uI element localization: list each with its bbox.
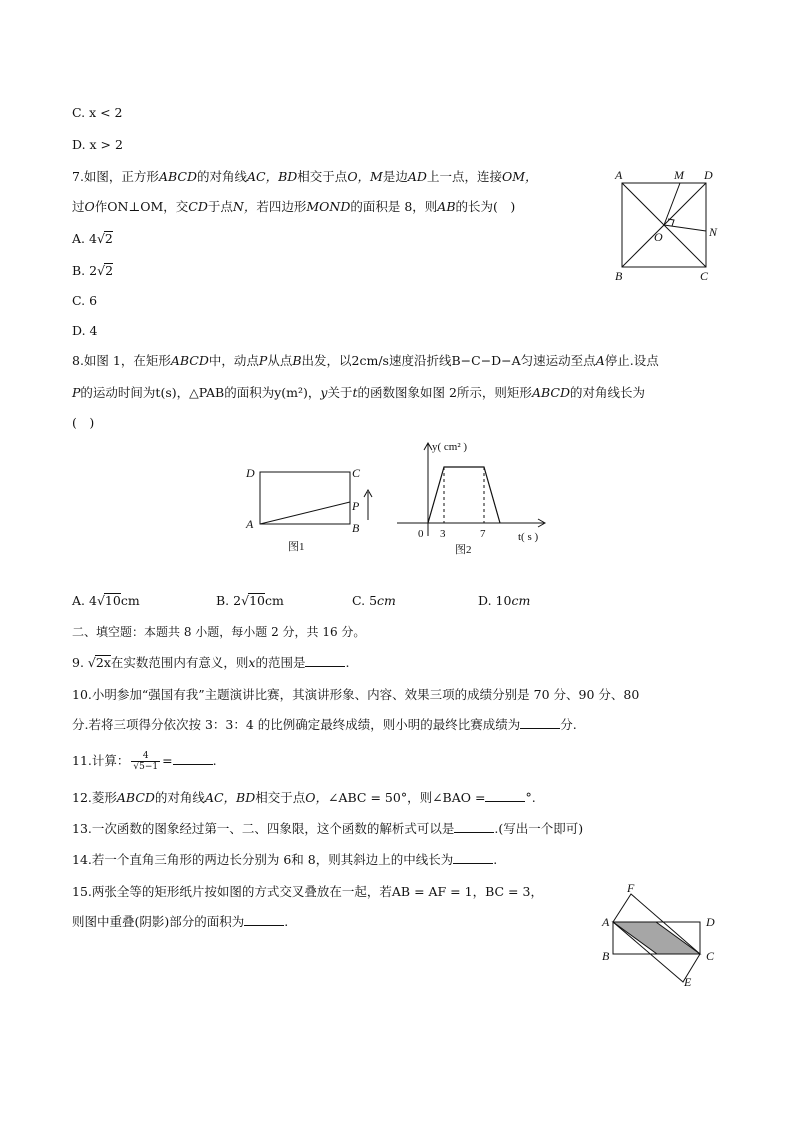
segment-on <box>664 225 706 231</box>
rectangle-abcd <box>260 472 350 524</box>
label-d: D <box>706 915 715 929</box>
q7-square-figure <box>612 163 724 285</box>
q8-option-b: B. 2√10cm <box>216 593 284 608</box>
q12-blank[interactable] <box>485 789 525 802</box>
q14-line: 14.若一个直角三角形的两边长分别为 6和 8，则其斜边上的中线长为 . <box>72 852 498 867</box>
segment-ap <box>260 502 350 524</box>
q15-line1: 15.两张全等的矩形纸片按如图的方式交叉叠放在一起，若AB = AF = 1，BC = 3， <box>72 884 543 899</box>
q8-rectangle-figure <box>238 462 388 557</box>
y-axis-label: y( cm² ) <box>432 441 468 453</box>
q7-line2: 过O作ON⊥OM，交CD于点N，若四边形MOND的面积是 8，则AB的长为( ) <box>72 199 516 214</box>
q7-option-d: D. 4 <box>72 323 98 338</box>
label-d: D <box>704 168 713 182</box>
origin-label: 0 <box>418 528 424 540</box>
label-a: A <box>615 168 623 182</box>
q7-option-a: A. 4√2 <box>72 231 113 246</box>
q7-option-c: C. 6 <box>72 293 98 308</box>
option-c-prev: C. x < 2 <box>72 105 123 120</box>
shaded-overlap <box>613 922 700 954</box>
option-d-prev: D. x > 2 <box>72 137 123 152</box>
q8-graph-figure <box>392 436 552 561</box>
label-c: C <box>706 949 715 963</box>
q8-option-d: D. 10cm <box>478 593 531 608</box>
label-f: F <box>627 882 635 895</box>
q12-line: 12.菱形ABCD的对角线AC，BD相交于点O，∠ABC = 50°，则∠BAO = °. <box>72 790 536 805</box>
q11-line: 11.计算： $\frac{4}{√5-1}$ = . <box>72 751 217 772</box>
q8-option-a: A. 4√10cm <box>72 593 140 608</box>
label-c: C <box>700 269 709 283</box>
q15-line2: 则图中重叠(阴影)部分的面积为 . <box>72 914 289 929</box>
graph-line <box>428 467 500 523</box>
q11-blank[interactable] <box>173 752 213 765</box>
tick-7: 7 <box>480 528 486 540</box>
q9-line: 9. √2x在实数范围内有意义，则x的范围是 . <box>72 655 350 670</box>
section-2-heading: 二、填空题：本题共 8 小题，每小题 2 分，共 16 分。 <box>72 625 366 639</box>
q10-line1: 10.小明参加“强国有我”主题演讲比赛，其演讲形象、内容、效果三项的成绩分别是 70 分、90 分、80 <box>72 687 640 702</box>
q10-line2: 分.若将三项得分依次按 3：3：4 的比例确定最终成绩，则小明的最终比赛成绩为 分. <box>72 717 577 732</box>
label-m: M <box>674 168 684 182</box>
q9-blank[interactable] <box>305 654 345 667</box>
q14-blank[interactable] <box>453 851 493 864</box>
tick-3: 3 <box>440 528 446 540</box>
q13-blank[interactable] <box>454 820 494 833</box>
label-n: N <box>709 225 718 239</box>
caption-fig2: 图2 <box>455 544 472 556</box>
label-e: E <box>684 975 692 989</box>
q8-line1: 8.如图 1，在矩形ABCD中，动点P从点B出发，以2cm/s速度沿折线B−C−D−A匀速运动至点A停止.设点 <box>72 353 659 368</box>
q8-line3: ( ) <box>72 415 95 430</box>
label-p: P <box>352 499 360 513</box>
label-b: B <box>352 521 360 535</box>
q7-line1: 7.如图，正方形ABCD的对角线AC，BD相交于点O，M是边AD上一点，连接OM， <box>72 169 538 184</box>
q10-blank[interactable] <box>520 716 560 729</box>
q8-line2: P的运动时间为t(s)，△PAB的面积为y(m²)，y关于t的函数图象如图 2所示，则矩形ABCD的对角线长为 <box>72 385 645 400</box>
segment-om <box>664 183 680 225</box>
q13-line: 13.一次函数的图象经过第一、二、四象限，这个函数的解析式可以是 .(写出一个即可) <box>72 821 584 836</box>
label-a: A <box>602 915 610 929</box>
q11-fraction: $\frac{4}{√5-1}$ <box>133 751 159 772</box>
label-d: D <box>246 466 255 480</box>
caption-fig1: 图1 <box>288 541 305 553</box>
label-b: B <box>615 269 623 283</box>
label-a: A <box>246 517 254 531</box>
x-axis-label: t( s ) <box>518 531 539 543</box>
label-c: C <box>352 466 361 480</box>
q7-option-b: B. 2√2 <box>72 263 114 278</box>
q8-option-c: C. 5cm <box>352 593 396 608</box>
label-o: O <box>654 230 663 244</box>
q15-blank[interactable] <box>244 913 284 926</box>
q15-overlap-figure <box>596 882 730 990</box>
label-b: B <box>602 949 610 963</box>
